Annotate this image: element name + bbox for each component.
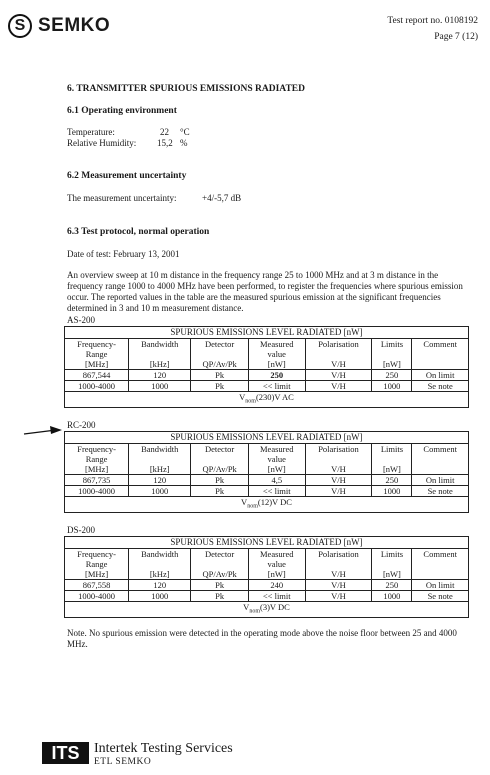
col-header-comment: Comment xyxy=(412,339,469,350)
table-row xyxy=(65,486,469,497)
handwritten-arrow-icon xyxy=(22,425,64,437)
col-header-detector: Detector xyxy=(191,444,249,455)
test-date: Date of test: February 13, 2001 xyxy=(67,249,180,259)
unit-limits: [nW] xyxy=(372,464,412,475)
section-6-title: 6. TRANSMITTER SPURIOUS EMISSIONS RADIATED xyxy=(67,84,305,94)
cell-measured: << limit xyxy=(249,486,306,497)
col-header-frequency: Frequency- xyxy=(65,549,129,560)
cell-limits: 1000 xyxy=(372,381,412,392)
col-header-frequency: Frequency- xyxy=(65,339,129,350)
cell-polarisation: V/H xyxy=(305,591,372,602)
col-header-detector: Detector xyxy=(191,339,249,350)
cell-limits: 250 xyxy=(372,475,412,486)
cell-polarisation: V/H xyxy=(305,486,372,497)
col-header-measured: Measured xyxy=(249,549,306,560)
temperature-label: Temperature: xyxy=(67,127,115,137)
cell-limits: 250 xyxy=(372,580,412,591)
table-footer-voltage: $V_{nom}(3)V$ DC xyxy=(65,602,469,618)
cell-detector: Pk xyxy=(191,486,249,497)
cell-frequency: 867,558 xyxy=(65,580,129,591)
temperature-value: 22 xyxy=(160,127,169,137)
page-number: Page 7 (12) xyxy=(434,32,478,42)
col-header-limits: Limits xyxy=(372,444,412,455)
cell-limits: 1000 xyxy=(372,486,412,497)
unit-bandwidth: [kHz] xyxy=(129,359,191,370)
company-logo-text: SEMKO xyxy=(38,15,111,36)
col-header-bandwidth: Bandwidth xyxy=(129,339,191,350)
table-row xyxy=(65,370,469,381)
temperature-unit: °C xyxy=(180,127,190,137)
note-paragraph: Note. No spurious emission were detected in the operating mode above the noise floor between 25 and 4000 MHz. xyxy=(67,628,457,649)
humidity-unit: % xyxy=(180,138,188,148)
cell-comment: On limit xyxy=(412,475,469,486)
col-header-comment: Comment xyxy=(412,444,469,455)
cell-polarisation: V/H xyxy=(305,381,372,392)
unit-detector: QP/Av/Pk xyxy=(191,464,249,475)
footer-company-sub: ETL SEMKO xyxy=(94,757,152,767)
col-header-limits: Limits xyxy=(372,549,412,560)
unit-measured: [nW] xyxy=(249,359,306,370)
semko-logo-icon: S xyxy=(8,14,32,38)
table-row xyxy=(65,475,469,486)
unit-polarisation: V/H xyxy=(305,464,372,475)
unit-detector: QP/Av/Pk xyxy=(191,359,249,370)
table-row xyxy=(65,381,469,392)
unit-bandwidth: [kHz] xyxy=(129,464,191,475)
col-header-polarisation: Polarisation xyxy=(305,444,372,455)
table-footer-voltage: $V_{nom}(230)V$ AC xyxy=(65,392,469,408)
cell-bandwidth: 120 xyxy=(129,580,191,591)
col-header-bandwidth: Bandwidth xyxy=(129,444,191,455)
unit-detector: QP/Av/Pk xyxy=(191,569,249,580)
emissions-table-rc200 xyxy=(64,431,469,513)
cell-bandwidth: 1000 xyxy=(129,591,191,602)
col-header-limits: Limits xyxy=(372,339,412,350)
unit-polarisation: V/H xyxy=(305,359,372,370)
cell-bandwidth: 1000 xyxy=(129,486,191,497)
emissions-table-ds200 xyxy=(64,536,469,618)
cell-frequency: 1000-4000 xyxy=(65,486,129,497)
col-header-frequency-2: Range xyxy=(65,559,129,569)
col-header-detector: Detector xyxy=(191,549,249,560)
col-header-polarisation: Polarisation xyxy=(305,549,372,560)
col-header-measured: Measured xyxy=(249,444,306,455)
table-footer-voltage: $V_{nom}(12)V$ DC xyxy=(65,497,469,513)
cell-measured: 250 xyxy=(249,370,306,381)
cell-measured: 4,5 xyxy=(249,475,306,486)
col-header-frequency-2: Range xyxy=(65,454,129,464)
footer-company-name: Intertek Testing Services xyxy=(94,741,233,756)
cell-detector: Pk xyxy=(191,381,249,392)
table-label-ds200: DS-200 xyxy=(67,525,96,535)
cell-bandwidth: 120 xyxy=(129,370,191,381)
unit-bandwidth: [kHz] xyxy=(129,569,191,580)
cell-comment: On limit xyxy=(412,370,469,381)
unit-measured: [nW] xyxy=(249,569,306,580)
unit-frequency: [MHz] xyxy=(65,464,129,475)
table-row xyxy=(65,591,469,602)
cell-comment: Se note xyxy=(412,591,469,602)
cell-measured: << limit xyxy=(249,381,306,392)
cell-frequency: 1000-4000 xyxy=(65,381,129,392)
emissions-table-as200 xyxy=(64,326,469,408)
cell-measured: 240 xyxy=(249,580,306,591)
table-caption: SPURIOUS EMISSIONS LEVEL RADIATED [nW] xyxy=(65,537,469,549)
cell-detector: Pk xyxy=(191,580,249,591)
unit-limits: [nW] xyxy=(372,569,412,580)
cell-detector: Pk xyxy=(191,475,249,486)
report-number: Test report no. 0108192 xyxy=(387,16,478,26)
humidity-value: 15,2 xyxy=(157,138,173,148)
unit-frequency: [MHz] xyxy=(65,359,129,370)
cell-frequency: 867,544 xyxy=(65,370,129,381)
unit-polarisation: V/H xyxy=(305,569,372,580)
cell-limits: 1000 xyxy=(372,591,412,602)
col-header-polarisation: Polarisation xyxy=(305,339,372,350)
cell-comment: On limit xyxy=(412,580,469,591)
col-header-measured-2: value xyxy=(249,454,306,464)
cell-limits: 250 xyxy=(372,370,412,381)
uncertainty-label: The measurement uncertainty: xyxy=(67,193,177,203)
table-label-as200: AS-200 xyxy=(67,315,96,325)
cell-frequency: 1000-4000 xyxy=(65,591,129,602)
unit-limits: [nW] xyxy=(372,359,412,370)
table-caption: SPURIOUS EMISSIONS LEVEL RADIATED [nW] xyxy=(65,327,469,339)
overview-paragraph: An overview sweep at 10 m distance in the frequency range 25 to 1000 MHz and at 3 m distance in the frequency range 1000 to 4000 MHz have been performed, to register the frequencies where spurious emission occur. The reported values in the table are the measured spurious emission at the significant frequencies determined in 3 and 10 m measurement distance. xyxy=(67,270,463,313)
section-6-1-title: 6.1 Operating environment xyxy=(67,106,177,116)
cell-polarisation: V/H xyxy=(305,370,372,381)
col-header-comment: Comment xyxy=(412,549,469,560)
cell-frequency: 867,735 xyxy=(65,475,129,486)
cell-detector: Pk xyxy=(191,591,249,602)
humidity-label: Relative Humidity: xyxy=(67,138,137,148)
section-6-2-title: 6.2 Measurement uncertainty xyxy=(67,171,187,181)
col-header-measured: Measured xyxy=(249,339,306,350)
cell-bandwidth: 1000 xyxy=(129,381,191,392)
unit-frequency: [MHz] xyxy=(65,569,129,580)
cell-detector: Pk xyxy=(191,370,249,381)
col-header-frequency-2: Range xyxy=(65,349,129,359)
cell-measured: << limit xyxy=(249,591,306,602)
col-header-frequency: Frequency- xyxy=(65,444,129,455)
cell-polarisation: V/H xyxy=(305,475,372,486)
section-6-3-title: 6.3 Test protocol, normal operation xyxy=(67,227,210,237)
col-header-bandwidth: Bandwidth xyxy=(129,549,191,560)
cell-comment: Se note xyxy=(412,381,469,392)
table-label-rc200: RC-200 xyxy=(67,420,96,430)
uncertainty-value: +4/-5,7 dB xyxy=(202,193,242,203)
col-header-measured-2: value xyxy=(249,559,306,569)
table-caption: SPURIOUS EMISSIONS LEVEL RADIATED [nW] xyxy=(65,432,469,444)
cell-polarisation: V/H xyxy=(305,580,372,591)
col-header-measured-2: value xyxy=(249,349,306,359)
table-row xyxy=(65,580,469,591)
cell-comment: Se note xyxy=(412,486,469,497)
unit-measured: [nW] xyxy=(249,464,306,475)
cell-bandwidth: 120 xyxy=(129,475,191,486)
its-logo-icon: ITS xyxy=(42,742,89,764)
